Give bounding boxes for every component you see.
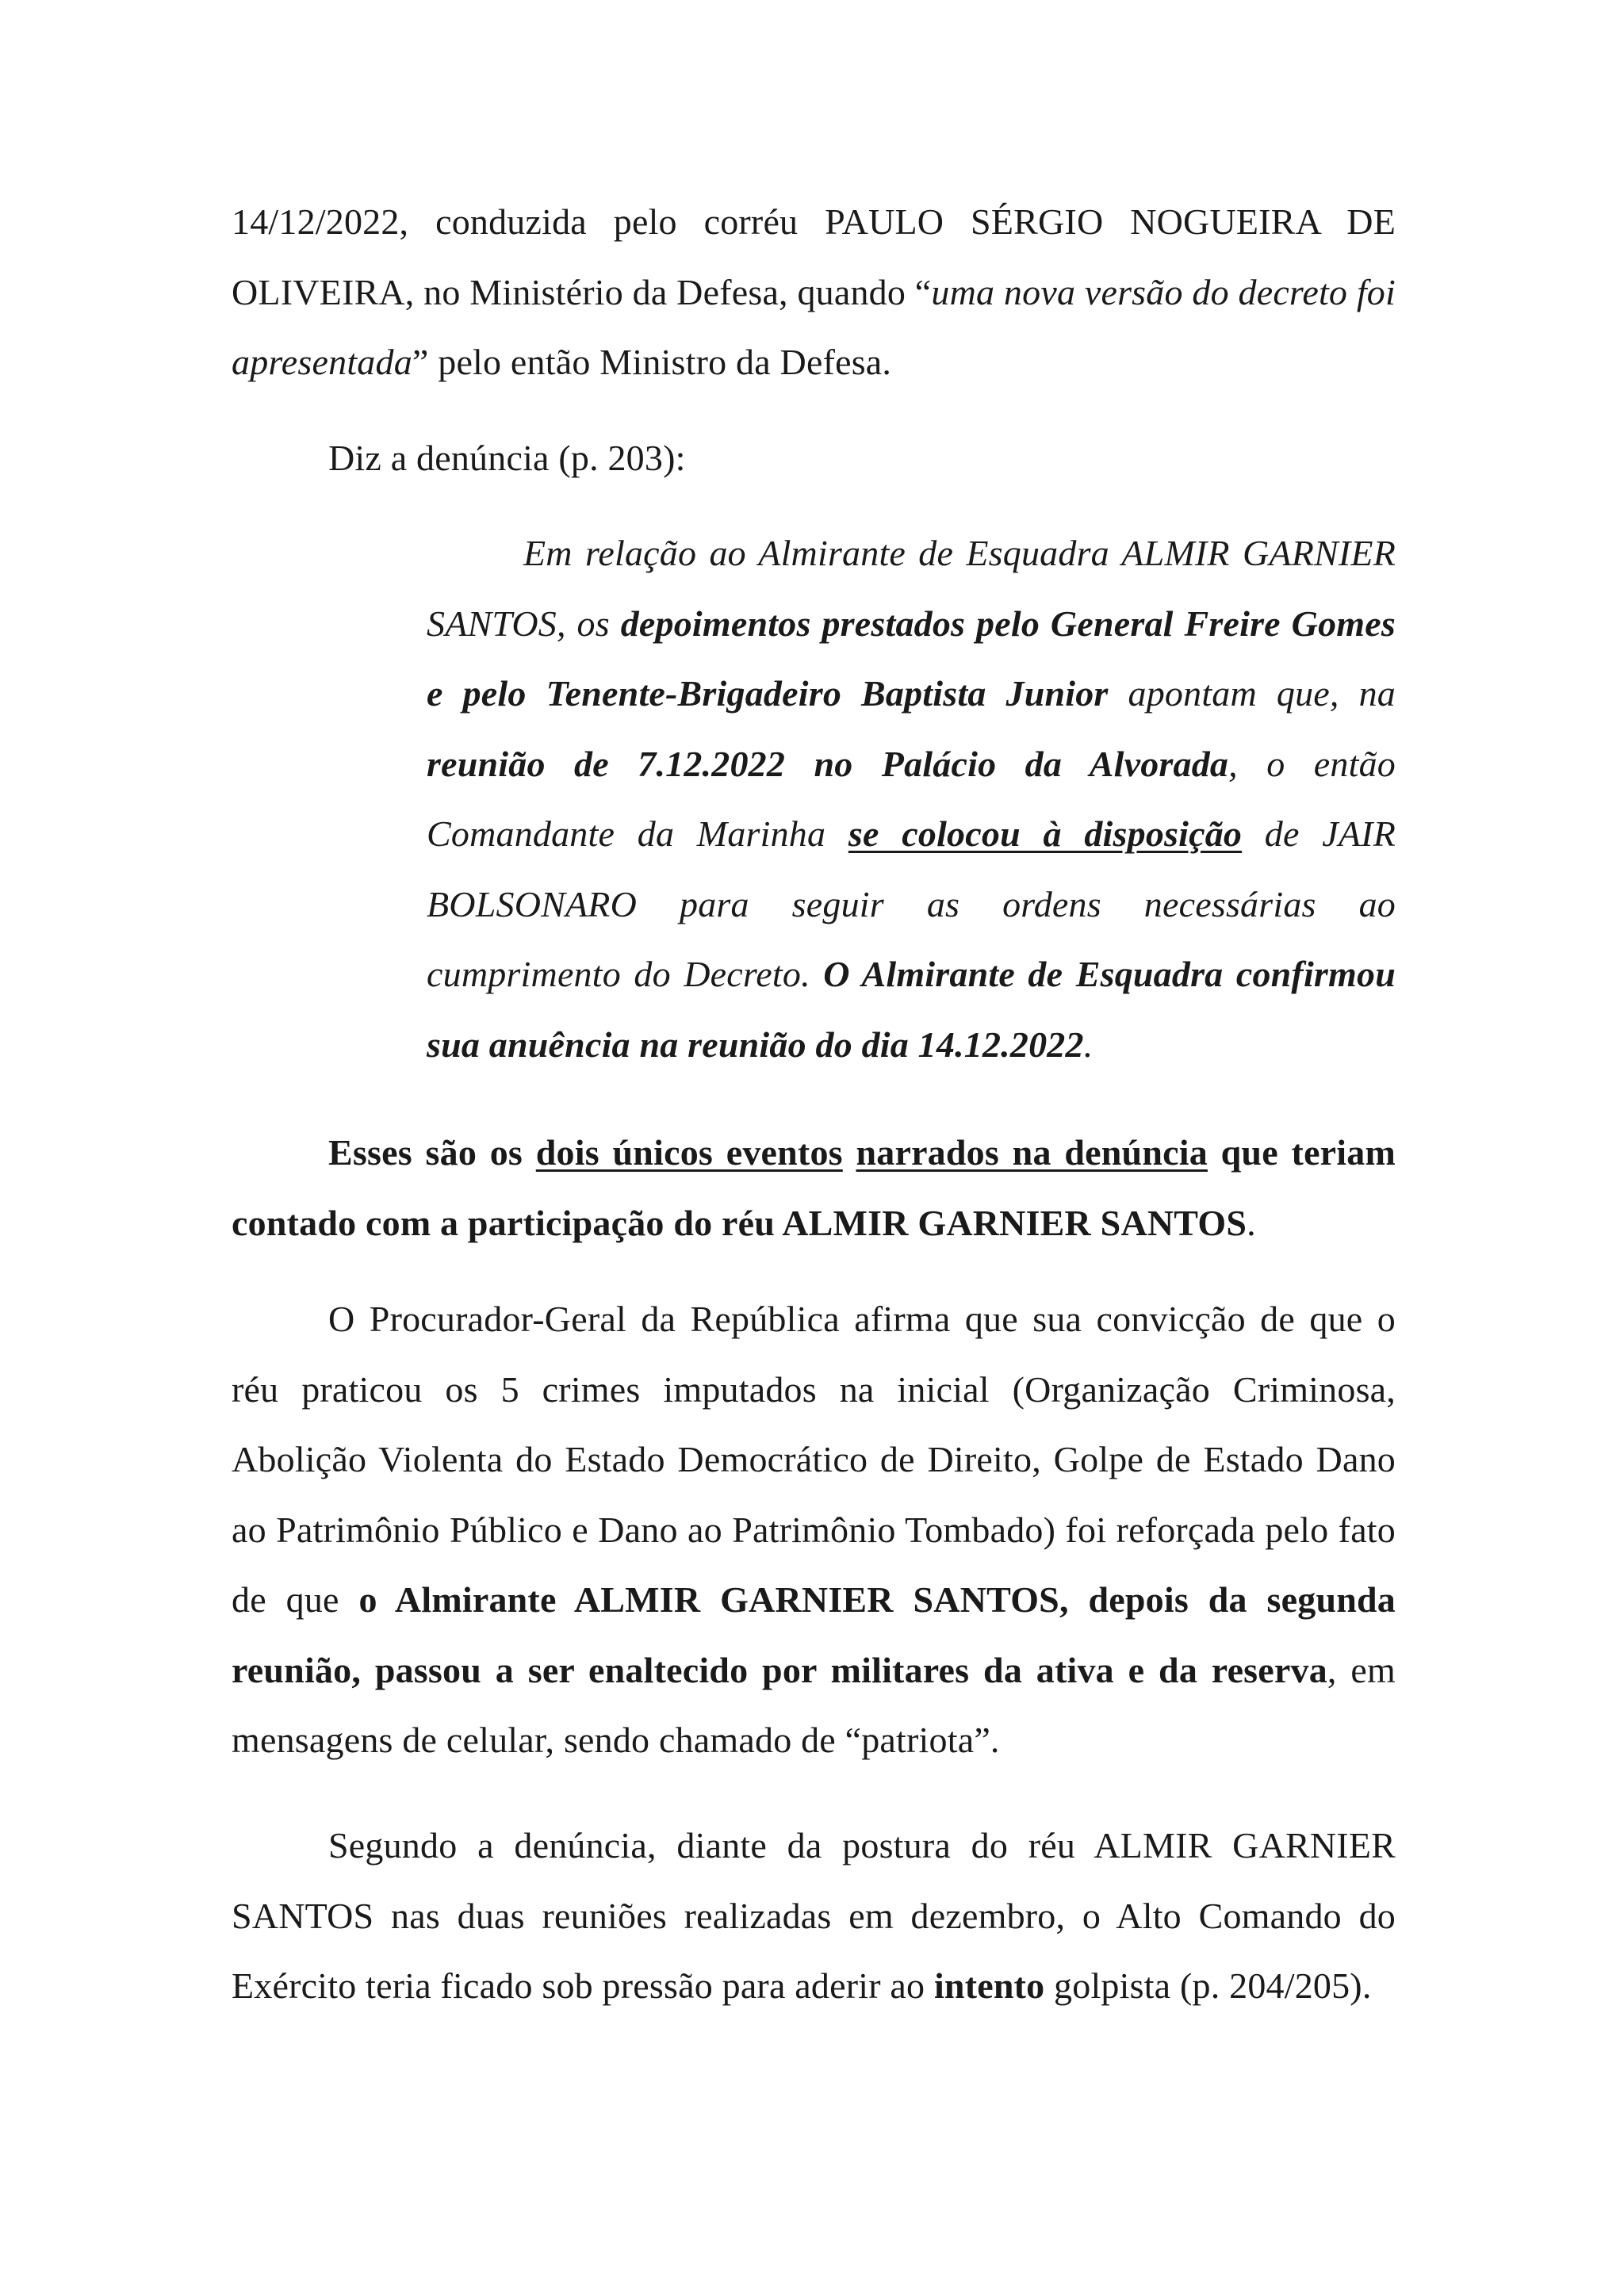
paragraph-pgr-conviction [232,1284,1396,1776]
quote-underlined-text: se colocou à disposição [848,813,1243,854]
paragraph-text: golpista (p. 204/205). [1044,1965,1372,2006]
paragraph-text: Diz a denúncia (p. 203): [328,438,686,478]
bold-text: intento [933,1965,1045,2006]
block-quote [427,519,1396,1080]
paragraph-text: Segundo a denúncia, diante da postura do réu ALMIR GARNIER SANTOS nas duas reuniões realizadas em dezembro, o Alto Comando do Exército teria ficado sob pressão para aderir ao [232,1825,1396,2006]
quote-bold-text [848,813,1242,854]
paragraph-text: , em mensagens de celular, sendo chamado de “patriota”. [232,1649,1396,1760]
quote-bold-text: reunião de 7.12.2022 no Palácio da Alvorada [427,743,1229,784]
underlined-text: dois únicos eventos [535,1132,843,1173]
quote-bold-text: depoimentos prestados pelo General Freire Gomes e pelo Tenente-Brigadeiro Baptista Junior [427,603,1396,714]
bold-text [536,1132,843,1173]
underlined-text: narrados na denúncia [856,1132,1208,1173]
bold-text [843,1132,856,1173]
paragraph-denuncia-intro [232,423,1396,494]
paragraph-meeting-continuation [232,187,1396,398]
paragraph-two-events [232,1118,1396,1258]
paragraph-alto-comando [232,1811,1396,2022]
paragraph-text: O Procurador-Geral da República afirma que sua convicção de que o réu praticou os 5 crimes imputados na inicial (Organização Criminosa, Abolição Violenta do Estado Democrático de Direito, Golpe de Estado Dano ao Patrimônio Público e Dano ao Patrimônio Tombado) foi reforçada pelo fato de que [232,1299,1396,1620]
quote-text: . [1083,1024,1094,1065]
quote-text: de JAIR BOLSONARO para seguir as ordens necessárias ao cumprimento do Decreto. [427,813,1396,994]
quoted-italic-text: uma nova versão do decreto foi apresentada [232,271,1396,382]
paragraph-text: 14/12/2022, conduzida pelo corréu PAULO SÉRGIO NOGUEIRA DE OLIVEIRA, no Ministério da Defesa, quando “ [232,201,1396,312]
paragraph-text: . [1247,1202,1256,1243]
quote-text: , o então Comandante da Marinha [427,743,1396,854]
quote-text: Em relação ao Almirante de Esquadra ALMIR GARNIER SANTOS, os [427,533,1396,644]
paragraph-text: ” pelo então Ministro da Defesa. [412,342,892,382]
bold-text: o Almirante ALMIR GARNIER SANTOS, depois da segunda reunião, passou a ser enaltecido por militares da ativa e da reserva [232,1579,1396,1690]
bold-text: que teriam contado com a participação do réu ALMIR GARNIER SANTOS [232,1132,1396,1243]
bold-text: Esses são os [328,1132,536,1173]
quote-text: apontam que, na [1108,673,1396,714]
quote-bold-text: O Almirante de Esquadra confirmou sua anuência na reunião do dia 14.12.2022 [427,954,1396,1065]
bold-text [856,1132,1207,1173]
